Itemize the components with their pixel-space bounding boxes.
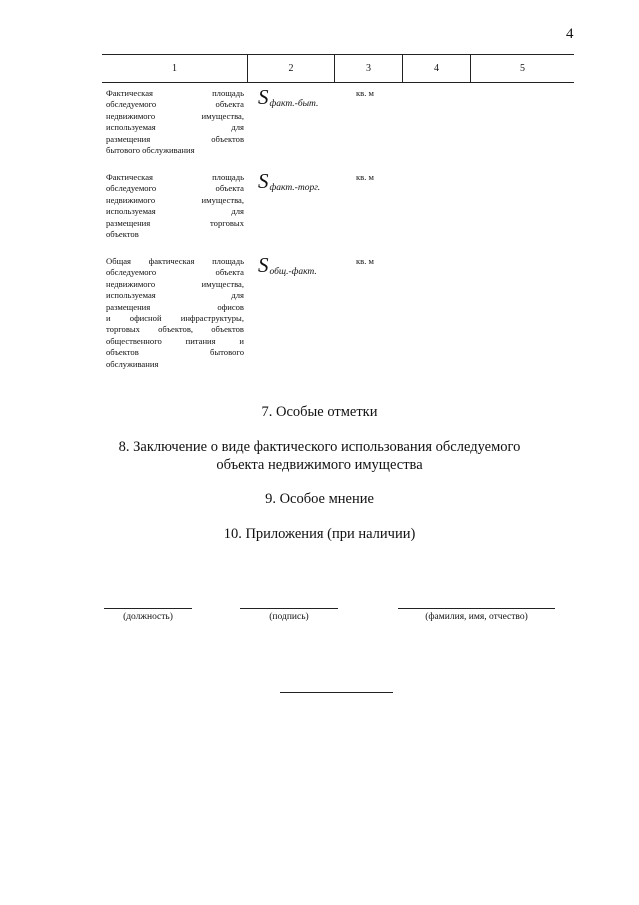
description-line: недвижимого имущества, (106, 278, 244, 289)
column-header-3: 3 (334, 55, 402, 82)
description-line: размещения офисов (106, 301, 244, 312)
full-name-signature-line (398, 608, 555, 609)
description-line: Общая фактическая площадь (106, 256, 244, 266)
description-line: Фактическая площадь (106, 172, 244, 182)
description-line: объектов (106, 229, 139, 240)
column-header-1: 1 (172, 63, 177, 74)
column-header-2: 2 (247, 55, 334, 82)
description-line: Фактическая площадь (106, 88, 244, 98)
symbol-letter: S (258, 169, 269, 193)
section-8-heading-line1: 8. Заключение о виде фактического использования обследуемого (118, 439, 521, 455)
row-description (106, 256, 244, 370)
section-9-heading: 9. Особое мнение (265, 491, 374, 507)
unit-label: кв. м (356, 256, 374, 266)
symbol-subscript: факт.-торг. (269, 183, 321, 193)
row-description (106, 172, 244, 240)
table-header-row (102, 54, 574, 83)
description-line: используемая для (106, 122, 244, 133)
unit-label: кв. м (356, 172, 374, 182)
section-8-heading-line2: объекта недвижимого имущества (216, 457, 423, 473)
column-header-5: 5 (470, 55, 574, 82)
description-line: бытового обслуживания (106, 145, 195, 156)
symbol-subscript: факт.-быт. (269, 99, 319, 109)
symbol-letter: S (258, 253, 269, 277)
signature-label: (подпись) (269, 612, 309, 622)
area-symbol (258, 169, 319, 194)
description-line: обследуемого объекта (106, 99, 244, 110)
full-name-label: (фамилия, имя, отчество) (425, 612, 528, 622)
description-line: недвижимого имущества, (106, 194, 244, 205)
description-line: общественного питания и (106, 335, 244, 346)
description-line: и офисной инфраструктуры, (106, 313, 244, 324)
column-header-4: 4 (402, 55, 470, 82)
description-line: используемая для (106, 206, 244, 217)
description-line: используемая для (106, 290, 244, 301)
row-description (106, 88, 244, 156)
description-line: обследуемого объекта (106, 183, 244, 194)
page-number: 4 (566, 26, 574, 42)
description-line: размещения торговых (106, 217, 244, 228)
position-signature-line (104, 608, 192, 609)
description-line: торговых объектов, объектов (106, 324, 244, 335)
description-line: обследуемого объекта (106, 267, 244, 278)
unit-label: кв. м (356, 88, 374, 98)
section-7-heading: 7. Особые отметки (261, 404, 378, 420)
area-symbol (258, 85, 317, 110)
description-line: недвижимого имущества, (106, 110, 244, 121)
section-10-heading: 10. Приложения (при наличии) (223, 526, 416, 542)
description-line: размещения объектов (106, 133, 244, 144)
area-symbol (258, 253, 316, 278)
signature-line (240, 608, 338, 609)
end-of-document-line (280, 692, 393, 693)
description-line: объектов бытового (106, 347, 244, 358)
symbol-letter: S (258, 85, 269, 109)
description-line: обслуживания (106, 358, 159, 369)
position-label: (должность) (123, 612, 173, 622)
symbol-subscript: общ.-факт. (269, 267, 317, 277)
